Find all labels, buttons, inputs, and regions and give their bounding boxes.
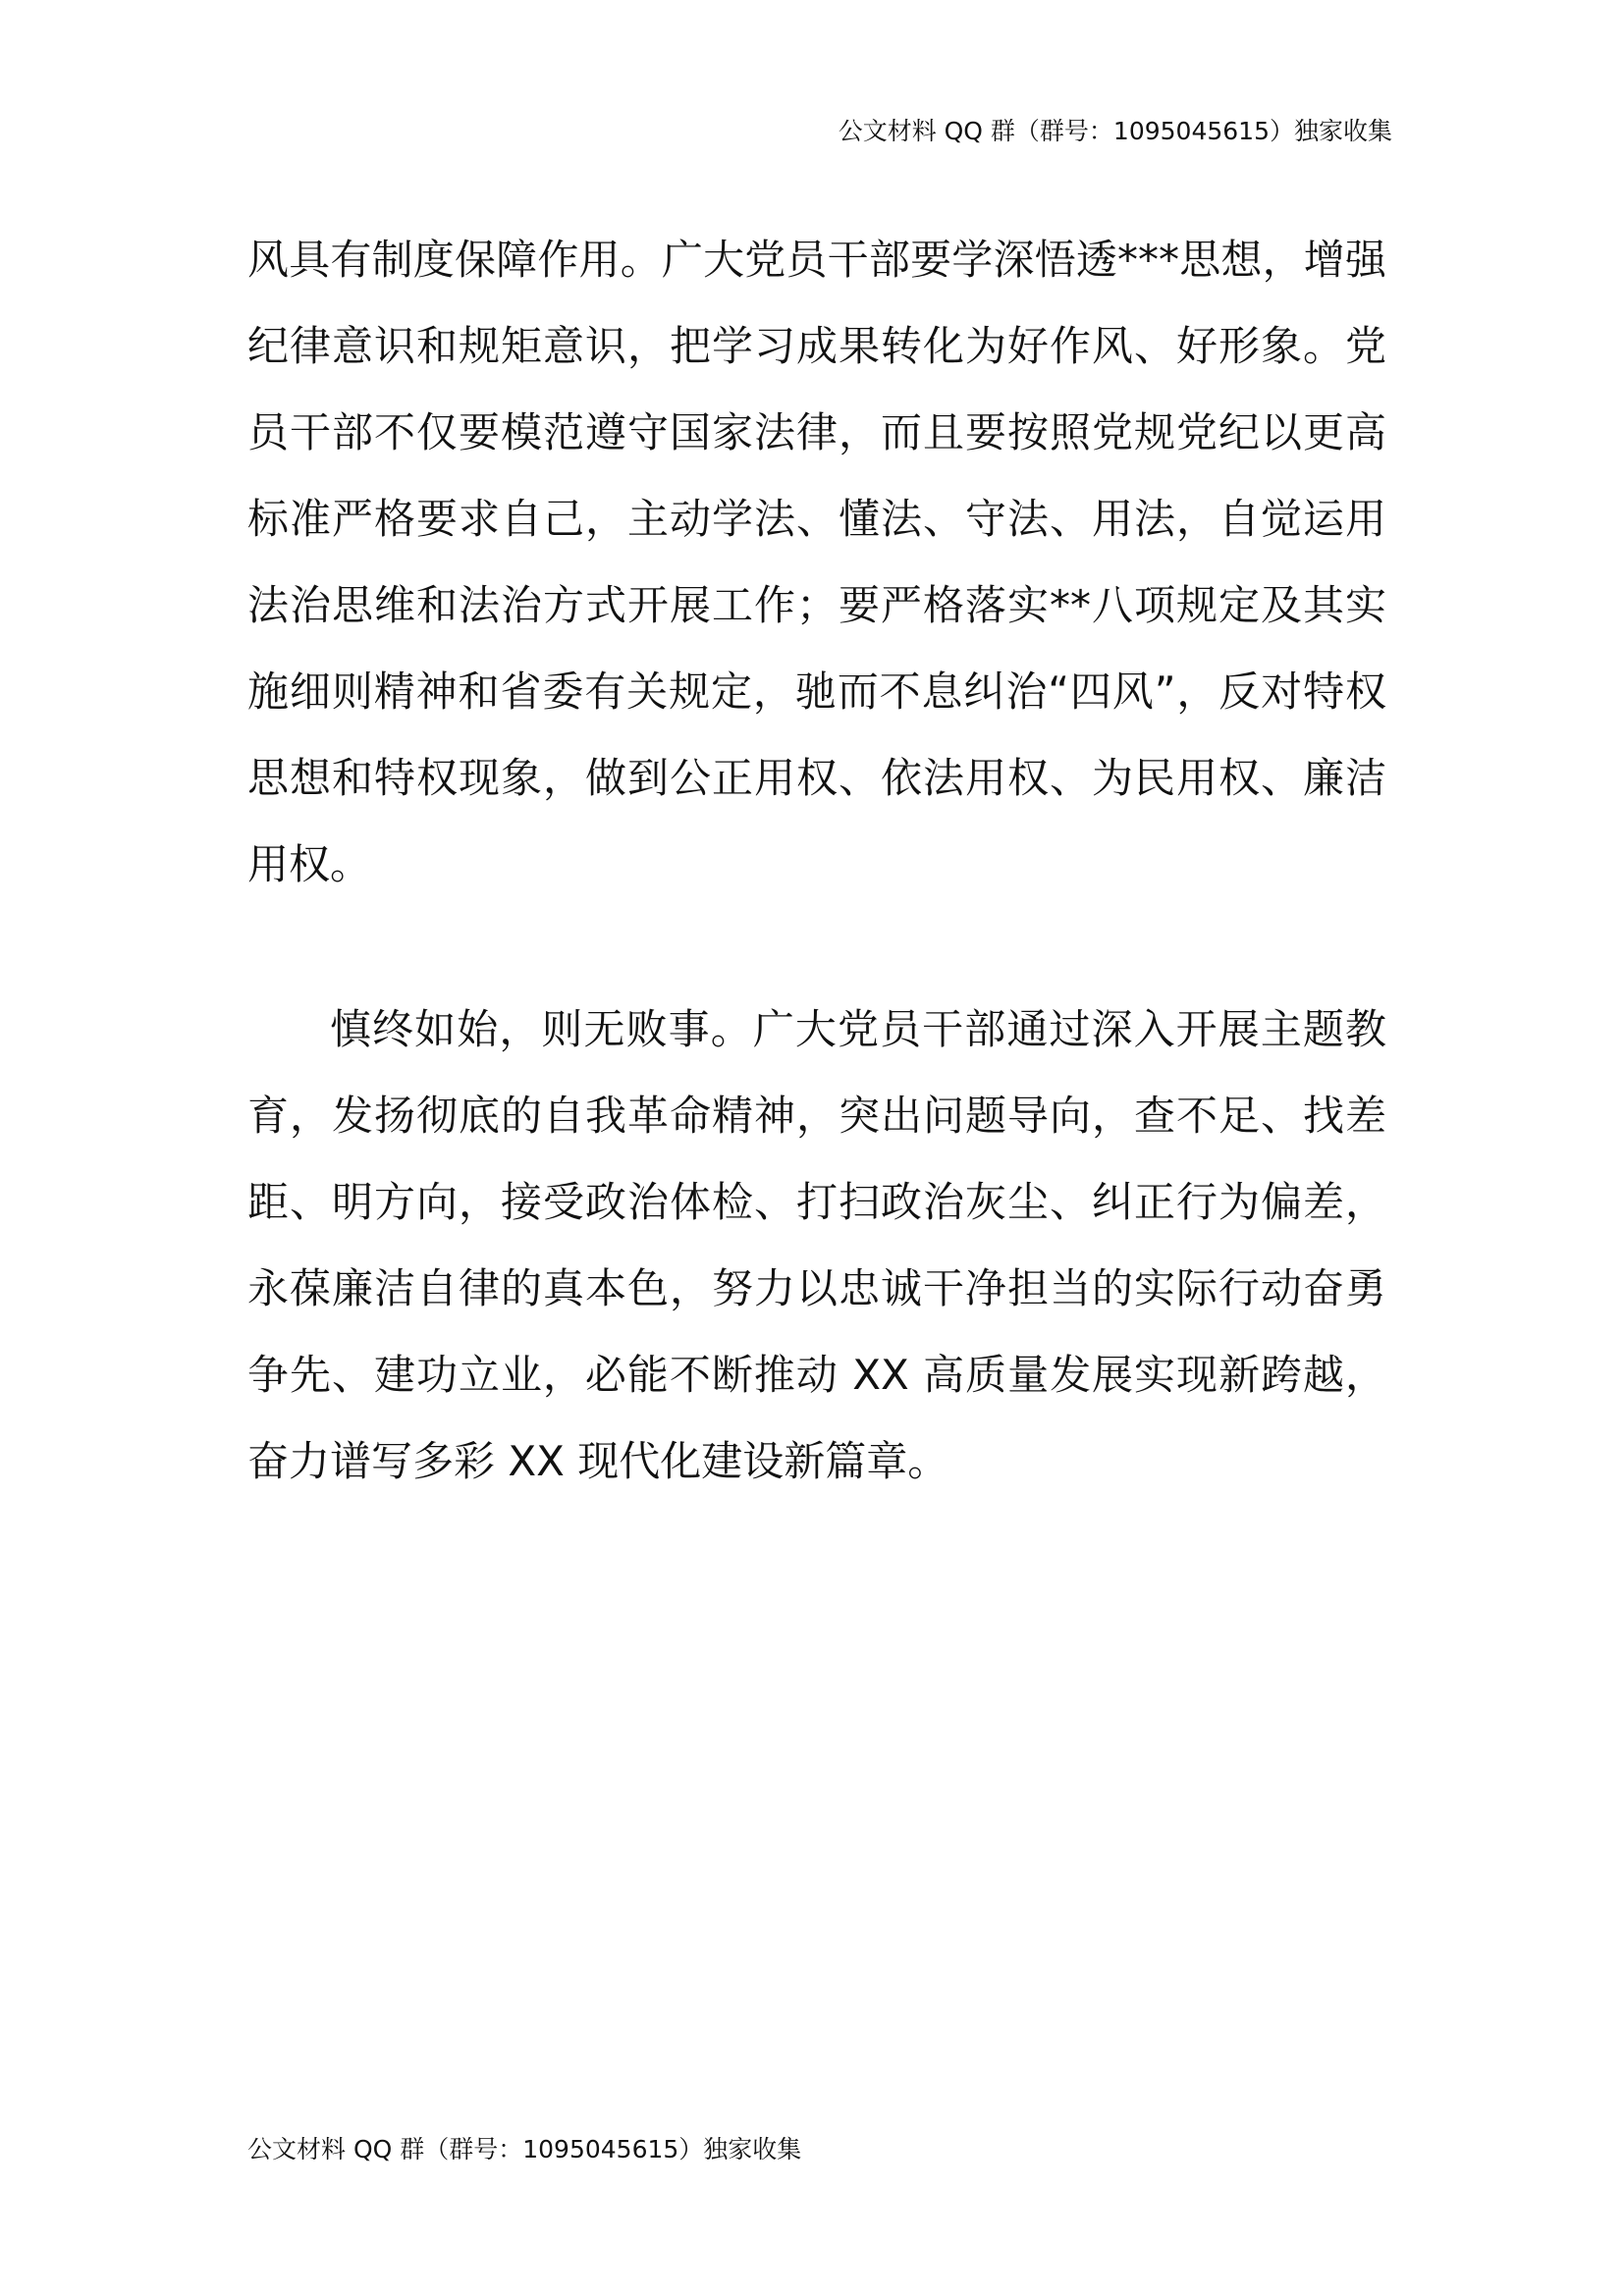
page-footer: 公文材料 QQ 群（群号：1095045615）独家收集 bbox=[247, 2135, 802, 2163]
body-paragraph-1: 风具有制度保障作用。广大党员干部要学深悟透***思想，增强纪律意识和规矩意识，把学习成果转化为好作风、好形象。党员干部不仅要模范遵守国家法律，而且要按照党规党纪以更高标准严格要求自己，主动学法、懂法、守法、用法，自觉运用法治思维和法治方式开展工作；要严格落实**八项规定及其实施细则精神和省委有关规定，驰而不息纠治“四风”，反对特权思想和特权现象，做到公正用权、依法用权、为民用权、廉洁用权。 bbox=[247, 236, 1386, 888]
body-paragraph-2: 慎终如始，则无败事。广大党员干部通过深入开展主题教育，发扬彻底的自我革命精神，突出问题导向，查不足、找差距、明方向，接受政治体检、打扫政治灰尘、纠正行为偏差，永葆廉洁自律的真本色，努力以忠诚干净担当的实际行动奋勇争先、建功立业，必能不断推动 XX 高质量发展实现新跨越，奋力谱写多彩 XX 现代化建设新篇章。 bbox=[247, 1005, 1386, 1485]
page-header: 公文材料 QQ 群（群号：1095045615）独家收集 bbox=[838, 117, 1392, 145]
